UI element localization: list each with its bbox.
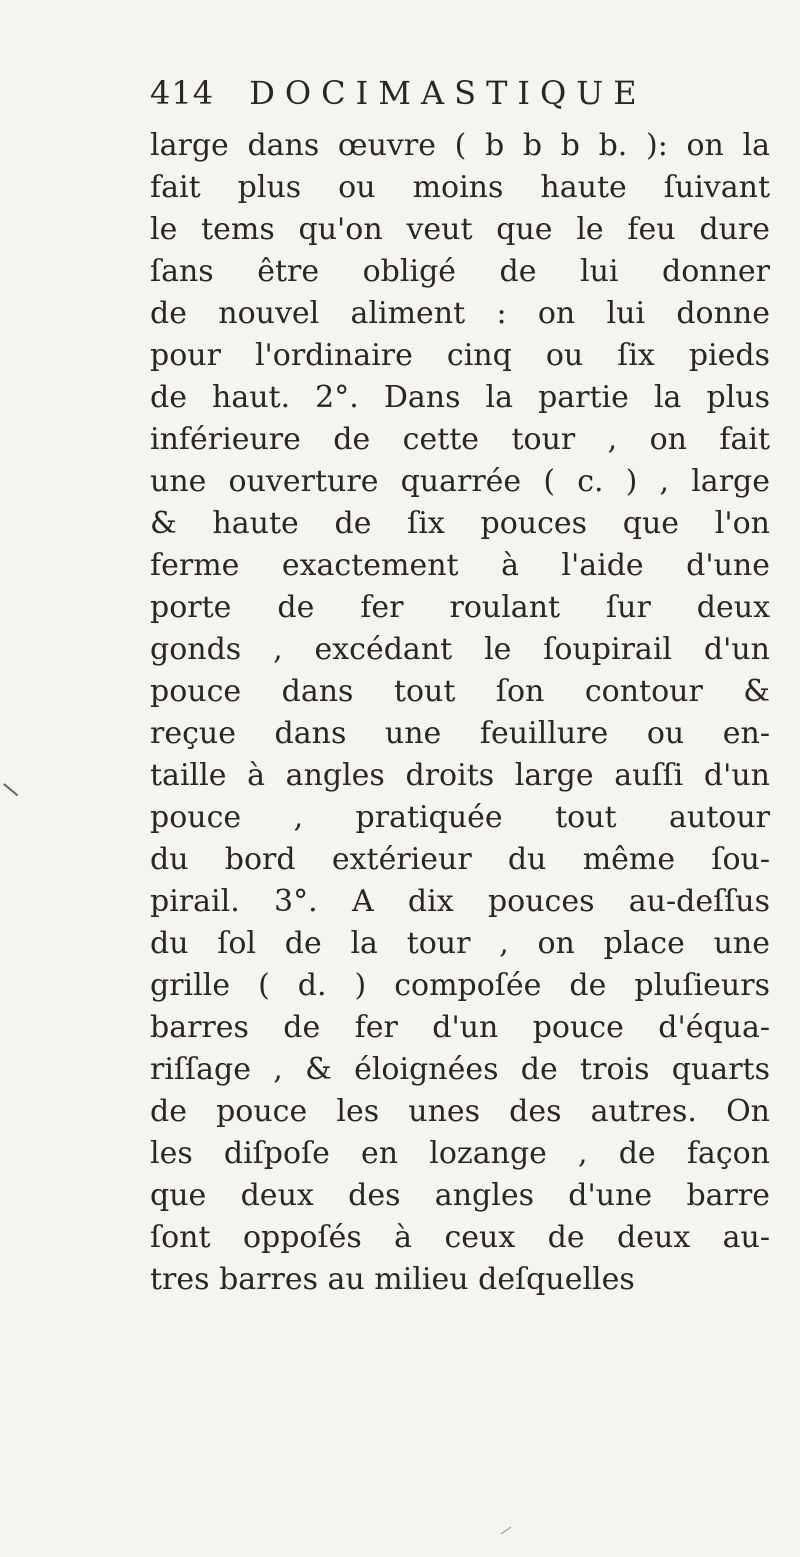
text-line: pouce , pratiquée tout autour bbox=[150, 800, 770, 835]
text-line: large dans œuvre ( b b b b. ): on la bbox=[150, 128, 770, 163]
text-line: le tems qu'on veut que le feu dure bbox=[150, 212, 770, 247]
text-line: ſans être obligé de lui donner bbox=[150, 254, 770, 289]
text-line: inférieure de cette tour , on fait bbox=[150, 422, 770, 457]
text-line: riſſage , & éloignées de trois quarts bbox=[150, 1052, 770, 1087]
text-line: du bord extérieur du même ſou- bbox=[150, 842, 770, 877]
text-line: grille ( d. ) compoſée de pluſieurs bbox=[150, 968, 770, 1003]
text-line: barres de fer d'un pouce d'équa- bbox=[150, 1010, 770, 1045]
body-text bbox=[150, 125, 770, 1301]
text-line: que deux des angles d'une barre bbox=[150, 1178, 770, 1213]
text-line: ferme exactement à l'aide d'une bbox=[150, 548, 770, 583]
running-title: DOCIMASTIQUE bbox=[249, 74, 647, 112]
stray-mark bbox=[500, 1525, 514, 1535]
text-line: porte de fer roulant ſur deux bbox=[150, 590, 770, 625]
text-line: une ouverture quarrée ( c. ) , large bbox=[150, 464, 770, 499]
text-line: de haut. 2°. Dans la partie la plus bbox=[150, 380, 770, 415]
text-line: gonds , excédant le ſoupirail d'un bbox=[150, 632, 770, 667]
text-line: du ſol de la tour , on place une bbox=[150, 926, 770, 961]
text-line: pour l'ordinaire cinq ou ſix pieds bbox=[150, 338, 770, 373]
margin-mark bbox=[2, 774, 22, 794]
text-line: pouce dans tout ſon contour & bbox=[150, 674, 770, 709]
text-line: pirail. 3°. A dix pouces au-deſſus bbox=[150, 884, 770, 919]
text-line: de pouce les unes des autres. On bbox=[150, 1094, 770, 1129]
text-line: fait plus ou moins haute ſuivant bbox=[150, 170, 770, 205]
text-line: ſont oppoſés à ceux de deux au- bbox=[150, 1220, 770, 1255]
text-line: de nouvel aliment : on lui donne bbox=[150, 296, 770, 331]
text-line: tres barres au milieu deſquelles bbox=[150, 1262, 635, 1297]
text-line: & haute de ſix pouces que l'on bbox=[150, 506, 770, 541]
text-line: reçue dans une feuillure ou en- bbox=[150, 716, 770, 751]
page-header bbox=[150, 68, 750, 118]
text-line: taille à angles droits large auſſi d'un bbox=[150, 758, 770, 793]
text-line: les diſpoſe en lozange , de façon bbox=[150, 1136, 770, 1171]
page-number: 414 bbox=[150, 74, 215, 112]
